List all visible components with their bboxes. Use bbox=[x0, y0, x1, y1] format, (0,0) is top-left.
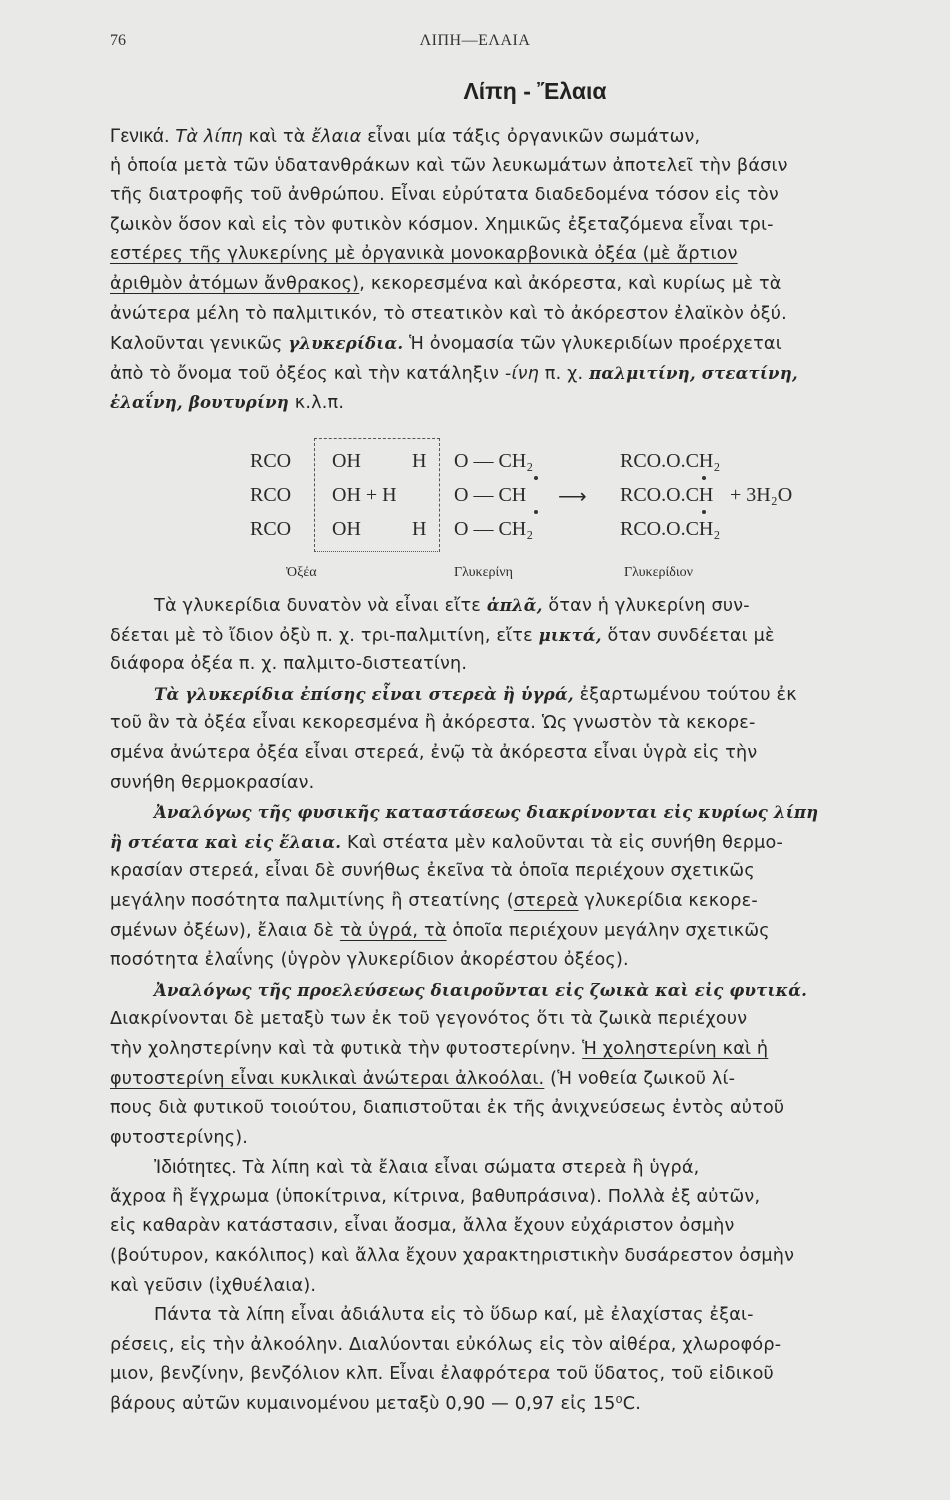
text-run: ἐξαρτωμένου τούτου ἐκ bbox=[573, 684, 797, 705]
paragraph-line: ἡ ὁποία μετὰ τῶν ὑδατανθράκων καὶ τῶν λευκωμάτων ἀποτελεῖ τὴν βάσιν bbox=[110, 155, 788, 176]
body-text-bottom bbox=[110, 591, 940, 1420]
paragraph-line: σμένα ἀνώτερα ὀξέα εἶναι στερεά, ἐνῷ τὰ ἀκόρεστα εἶναι ὑγρὰ εἰς τὴν bbox=[110, 742, 758, 763]
underlined-phrase: τὰ ὑγρά, τὰ bbox=[339, 920, 447, 941]
bond-dot bbox=[534, 510, 538, 514]
paragraph-line: Διακρίνονται δὲ μεταξὺ των ἐκ τοῦ γεγονότος ὅτι τὰ ζωικὰ περιέχουν bbox=[110, 1009, 748, 1030]
bold-italic-term: Ἀναλόγως τῆς φυσικῆς καταστάσεως διακρίνονται εἰς κυρίως λίπη bbox=[154, 803, 819, 823]
bold-italic-term: Τὰ γλυκερίδια ἐπίσης εἶναι στερεὰ ἢ ὑγρά, bbox=[154, 684, 574, 704]
formula-row-1 bbox=[250, 450, 850, 480]
formula-oh: OH bbox=[332, 518, 361, 540]
formula-water: + 3H₂O bbox=[730, 484, 793, 506]
text-run: Τὰ λίπη καὶ τὰ ἔλαια εἶναι σώματα στερεὰ ἢ ὑγρά, bbox=[236, 1158, 700, 1179]
paragraph-line: (βούτυρον, κακόλιπος) καὶ ἄλλα ἔχουν χαρακτηριστικὴν δυσάρεστον ὀσμὴν bbox=[110, 1246, 795, 1267]
formula-oh-plus-h: OH + H bbox=[332, 484, 397, 506]
paragraph-line bbox=[110, 359, 940, 389]
paragraph-line: ρέσεις, εἰς τὴν ἀλκοόλην. Διαλύονται εὐκόλως εἰς τὸν αἰθέρα, χλωροφόρ- bbox=[110, 1334, 782, 1355]
text-run: δέεται μὲ τὸ ἴδιον ὀξὺ π. χ. τρι-παλμιτίνη, εἴτε bbox=[110, 625, 539, 646]
paragraph-lead: Γενικά. bbox=[110, 126, 170, 147]
text-run: τὴν χοληστερίνην καὶ τὰ φυτικὰ τὴν φυτοστερίνην. bbox=[110, 1038, 583, 1059]
text-run: σμένων ὀξέων), ἔλαια δὲ bbox=[110, 920, 340, 941]
formula-product-ch2: RCO.O.CH₂ bbox=[620, 450, 721, 472]
formula-o-ch2: O — CH₂ bbox=[454, 518, 534, 540]
paragraph-line: μιον, βενζίνην, βενζόλιον κλπ. Εἶναι ἐλαφρότερα τοῦ ὕδατος, τοῦ εἰδικοῦ bbox=[110, 1364, 774, 1385]
bond-dot bbox=[702, 510, 706, 514]
underlined-phrase: στερεὰ bbox=[513, 890, 579, 911]
text-run: καὶ τὰ bbox=[242, 127, 312, 147]
formula-product-ch2: RCO.O.CH₂ bbox=[620, 518, 721, 540]
text-run: ὅταν συνδέεται μὲ bbox=[601, 625, 775, 646]
paragraph-line bbox=[110, 828, 940, 858]
text-run: ὁποῖα περιέχουν μεγάλην σχετικῶς bbox=[446, 920, 770, 941]
paragraph-line: βάρους αὐτῶν κυμαινομένου μεταξὺ 0,90 — 0,97 εἰς 15⁰C. bbox=[110, 1394, 642, 1415]
paragraph-line: συνήθη θερμοκρασίαν. bbox=[110, 772, 315, 793]
text-run: Καὶ στέατα μὲν καλοῦνται τὰ εἰς συνήθη θερμο- bbox=[341, 832, 784, 853]
paragraph-line bbox=[110, 329, 940, 359]
bold-italic-term: Ἀναλόγως τῆς προελεύσεως διαιροῦνται εἰς ζωικὰ καὶ εἰς φυτικά. bbox=[154, 980, 808, 1000]
formula-rco: RCO bbox=[250, 484, 292, 506]
formula-rco: RCO bbox=[250, 518, 292, 540]
paragraph-line bbox=[110, 388, 940, 418]
text-run: κ.λ.π. bbox=[288, 393, 345, 414]
text-run: ἀπὸ τὸ ὄνομα τοῦ ὀξέος καὶ τὴν κατάληξιν bbox=[110, 363, 505, 384]
formula-h: H bbox=[412, 450, 427, 472]
italic-term: Τὰ λίπη bbox=[175, 127, 243, 147]
reaction-arrow: ⟶ bbox=[558, 486, 587, 508]
underlined-phrase: ἀριθμὸν ἀτόμων ἄνθρακος) bbox=[110, 273, 360, 294]
text-run: Καλοῦνται γενικῶς bbox=[110, 334, 289, 355]
bold-italic-term: ἢ στέατα καὶ εἰς ἔλαια. bbox=[110, 832, 342, 852]
italic-term: ἔλαια bbox=[311, 127, 362, 147]
bold-italic-term: γλυκερίδια. bbox=[288, 334, 404, 354]
bold-italic-term: ἁπλᾶ, bbox=[486, 596, 543, 615]
text-run: π. χ. bbox=[539, 363, 590, 384]
text-run: Ἡ ὀνομασία τῶν γλυκεριδίων προέρχεται bbox=[403, 334, 782, 355]
underlined-phrase: φυτοστερίνη εἶναι κυκλικαὶ ἀνώτεραι ἀλκοόλαι. bbox=[110, 1068, 545, 1089]
formula-row-3 bbox=[250, 518, 850, 548]
paragraph-line bbox=[110, 798, 940, 828]
paragraph-line: εἰς καθαρὰν κατάστασιν, εἶναι ἄοσμα, ἄλλα ἔχουν εὐχάριστον ὀσμὴν bbox=[110, 1216, 735, 1237]
paragraph-lead: Ἰδιότητες. bbox=[154, 1157, 237, 1179]
paragraph-line: πους διὰ φυτικοῦ τοιούτου, διαπιστοῦται ἐκ τῆς ἀνιχνεύσεως ἐντὸς αὐτοῦ bbox=[110, 1098, 785, 1119]
text-run: μεγάλην ποσότητα παλμιτίνης ἢ στεατίνης ( bbox=[110, 890, 514, 911]
formula-o-ch: O — CH bbox=[454, 484, 527, 506]
label-acids: Ὀξέα bbox=[286, 565, 317, 580]
paragraph-line: τῆς διατροφῆς τοῦ ἀνθρώπου. Εἶναι εὐρύτατα διαδεδομένα τόσον εἰς τὸν bbox=[110, 185, 779, 206]
paragraph-line: ἀνώτερα μέλη τὸ παλμιτικόν, τὸ στεατικὸν καὶ τὸ ἀκόρεστον ἐλαϊκὸν ὀξύ. bbox=[110, 303, 787, 324]
body-text-top bbox=[110, 122, 940, 418]
paragraph-line: κρασίαν στερεά, εἶναι δὲ συνήθως ἐκεῖνα τὰ ὁποῖα περιέχουν σχετικῶς bbox=[110, 861, 755, 882]
paragraph-line bbox=[110, 1065, 940, 1095]
text-run: εἶναι μία τάξις ὀργανικῶν σωμάτων, bbox=[361, 127, 701, 147]
bold-italic-term: μικτά, bbox=[538, 625, 602, 645]
paragraph-line: καὶ γεῦσιν (ἰχθυέλαια). bbox=[110, 1275, 317, 1296]
formula-product-ch: RCO.O.CH bbox=[620, 484, 714, 506]
text-run: ὅταν ἡ γλυκερίνη συν- bbox=[542, 596, 750, 616]
paragraph-line bbox=[110, 917, 940, 947]
label-glyceride: Γλυκερίδιον bbox=[624, 565, 693, 580]
bond-dot bbox=[534, 476, 538, 480]
underlined-phrase: Ἡ χοληστερίνη καὶ ἡ bbox=[582, 1038, 769, 1059]
paragraph-line-underlined: εστέρες τῆς γλυκερίνης μὲ ὀργανικὰ μονοκαρβονικὰ ὀξέα (μὲ ἄρτιον bbox=[110, 244, 738, 265]
text-run: γλυκερίδια κεκορε- bbox=[578, 890, 758, 911]
paragraph-line: ἄχροα ἢ ἔγχρωμα (ὑποκίτρινα, κίτρινα, βαθυπράσινα). Πολλὰ ἐξ αὐτῶν, bbox=[110, 1186, 761, 1207]
paragraph-line bbox=[110, 621, 940, 651]
formula-row-2 bbox=[250, 484, 850, 514]
paragraph-line bbox=[110, 1153, 940, 1183]
paragraph-line bbox=[110, 122, 940, 152]
paragraph-line: ζωικὸν ὅσον καὶ εἰς τὸν φυτικὸν κόσμον. Χημικῶς ἐξεταζόμενα εἶναι τρι- bbox=[110, 214, 774, 235]
bold-italic-term: ἐλαΐνη, βουτυρίνη bbox=[110, 393, 289, 413]
formula-h: H bbox=[412, 518, 427, 540]
running-head bbox=[0, 32, 950, 56]
paragraph-line bbox=[110, 270, 940, 300]
paragraph-line: διάφορα ὀξέα π. χ. παλμιτο-διστεατίνη. bbox=[110, 654, 468, 675]
paragraph-line bbox=[110, 976, 940, 1006]
esterification-formula bbox=[250, 438, 850, 588]
formula-oh: OH bbox=[332, 450, 361, 472]
paragraph-line bbox=[110, 887, 940, 917]
label-glycerin: Γλυκερίνη bbox=[454, 565, 513, 580]
section-title: Λίπη - Ἔλαια bbox=[463, 78, 607, 104]
paragraph-line bbox=[110, 680, 940, 710]
text-run: Τὰ γλυκερίδια δυνατὸν νὰ εἶναι εἴτε bbox=[154, 596, 487, 616]
paragraph-line: φυτοστερίνης). bbox=[110, 1127, 249, 1148]
paragraph-line: Πάντα τὰ λίπη εἶναι ἀδιάλυτα εἰς τὸ ὕδωρ καί, μὲ ἐλαχίστας ἐξαι- bbox=[154, 1305, 754, 1326]
bond-dot bbox=[702, 476, 706, 480]
paragraph-line bbox=[110, 1035, 940, 1065]
page-number: 76 bbox=[110, 32, 126, 49]
italic-term: -ίνη bbox=[504, 363, 540, 384]
running-title: ΛΙΠΗ—ΕΛΑΙΑ bbox=[419, 32, 531, 49]
bold-italic-term: παλμιτίνη, στεατίνη, bbox=[589, 363, 798, 383]
paragraph-line: τοῦ ἂν τὰ ὀξέα εἶναι κεκορεσμένα ἢ ἀκόρεστα. Ὡς γνωστὸν τὰ κεκορε- bbox=[110, 713, 756, 734]
text-run: , κεκορεσμένα καὶ ἀκόρεστα, καὶ κυρίως μὲ τὰ bbox=[359, 273, 782, 294]
formula-rco: RCO bbox=[250, 450, 292, 472]
text-run: (Ἡ νοθεία ζωικοῦ λί- bbox=[544, 1068, 736, 1089]
paragraph-line bbox=[110, 591, 940, 621]
formula-o-ch2: O — CH₂ bbox=[454, 450, 534, 472]
paragraph-line: ποσότητα ἐλαΐνης (ὑγρὸν γλυκερίδιον ἀκορέστου ὀξέος). bbox=[110, 950, 629, 971]
